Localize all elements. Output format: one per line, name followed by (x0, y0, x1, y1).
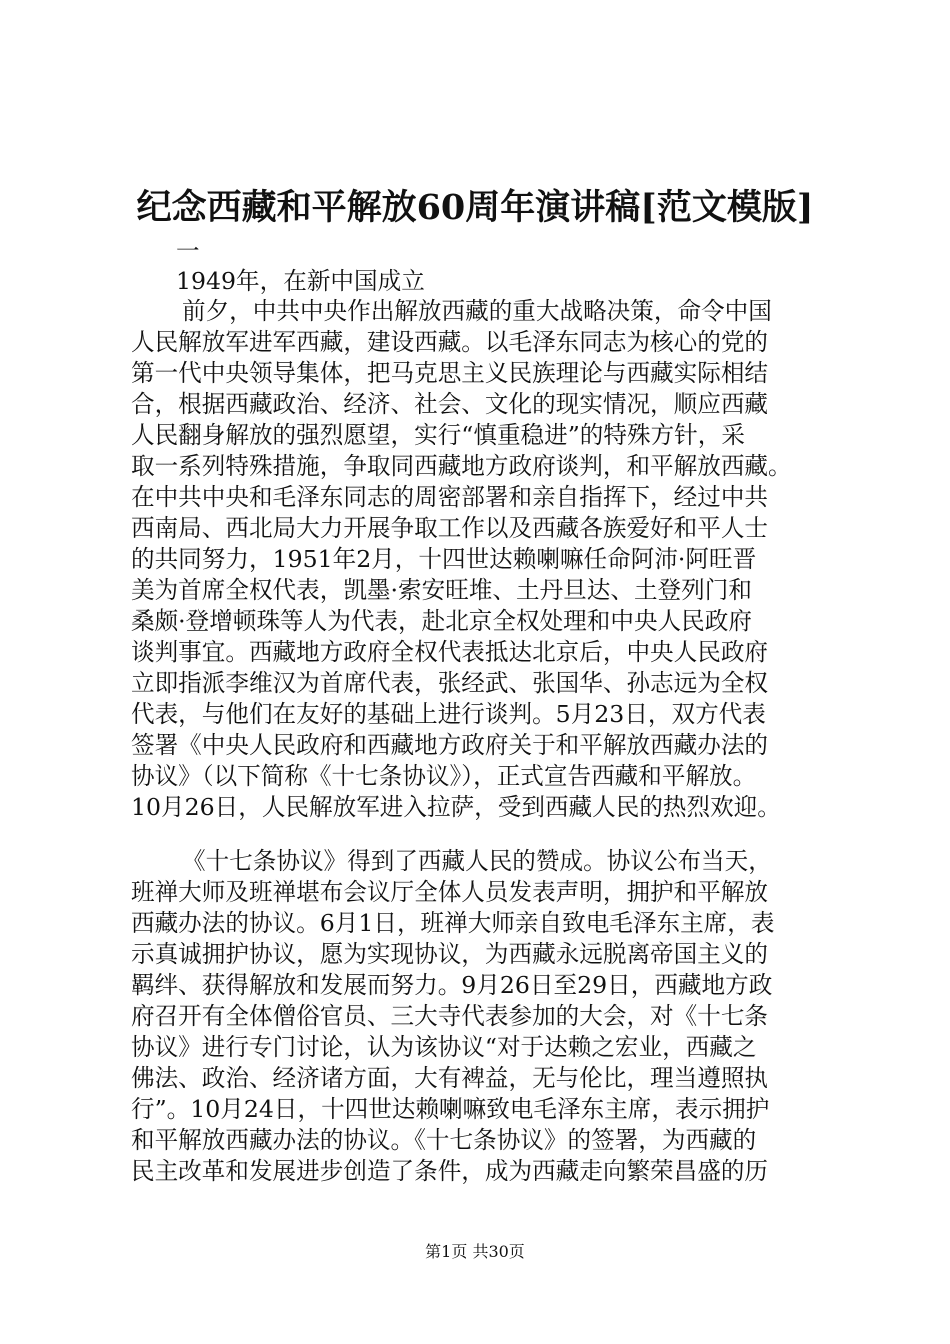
paragraph-line: 协议》进行专门讨论，认为该协议“对于达赖之宏业，西藏之 (131, 1033, 757, 1061)
paragraph-line: 《十七条协议》得到了西藏人民的赞成。协议公布当天， (182, 847, 772, 875)
paragraph-line: 前夕，中共中央作出解放西藏的重大战略决策，命令中国 (182, 297, 772, 325)
paragraph-line: 代表，与他们在友好的基础上进行谈判。5月23日，双方代表 (131, 700, 766, 728)
paragraph-line: 西南局、西北局大力开展争取工作以及西藏各族爱好和平人士 (131, 514, 769, 542)
paragraph-line: 西藏办法的协议。6月1日，班禅大师亲自致电毛泽东主席，表 (131, 909, 775, 937)
section-mark: 一 (176, 237, 200, 265)
paragraph-line: 示真诚拥护协议，愿为实现协议，为西藏永远脱离帝国主义的 (131, 940, 769, 968)
paragraph-line: 签署《中央人民政府和西藏地方政府关于和平解放西藏办法的 (131, 731, 769, 759)
paragraph-line: 第一代中央领导集体，把马克思主义民族理论与西藏实际相结 (131, 359, 769, 387)
paragraph-line: 立即指派李维汉为首席代表，张经武、张国华、孙志远为全权 (131, 669, 769, 697)
paragraph-line: 在中共中央和毛泽东同志的周密部署和亲自指挥下，经过中共 (131, 483, 769, 511)
paragraph-line: 和平解放西藏办法的协议。《十七条协议》的签署，为西藏的 (131, 1126, 757, 1154)
intro-line: 1949年，在新中国成立 (176, 267, 425, 295)
paragraph-line: 协议》（以下简称《十七条协议》），正式宣告西藏和平解放。 (131, 762, 757, 790)
paragraph-line: 合，根据西藏政治、经济、社会、文化的现实情况，顺应西藏 (131, 390, 769, 418)
page-number-footer: 第1页 共30页 (425, 1242, 525, 1261)
paragraph-line: 府召开有全体僧俗官员、三大寺代表参加的大会，对《十七条 (131, 1002, 769, 1030)
paragraph-line: 佛法、政治、经济诸方面，大有裨益，无与伦比，理当遵照执 (131, 1064, 769, 1092)
paragraph-line: 人民解放军进军西藏，建设西藏。以毛泽东同志为核心的党的 (131, 328, 769, 356)
paragraph-line: 的共同努力，1951年2月，十四世达赖喇嘛任命阿沛·阿旺晋 (131, 545, 757, 573)
paragraph-line: 行”。10月24日，十四世达赖喇嘛致电毛泽东主席，表示拥护 (131, 1095, 770, 1123)
paragraph-line: 美为首席全权代表，凯墨·索安旺堆、土丹旦达、土登列门和 (131, 576, 752, 604)
document-title: 纪念西藏和平解放60周年演讲稿[范文模版] (136, 187, 814, 228)
paragraph-line: 民主改革和发展进步创造了条件，成为西藏走向繁荣昌盛的历 (131, 1157, 769, 1185)
paragraph-line: 桑颇·登增顿珠等人为代表，赴北京全权处理和中央人民政府 (131, 607, 752, 635)
paragraph-line: 羁绊、获得解放和发展而努力。9月26日至29日，西藏地方政 (131, 971, 773, 999)
paragraph-line: 取一系列特殊措施，争取同西藏地方政府谈判，和平解放西藏。 (131, 452, 792, 480)
paragraph-line: 人民翻身解放的强烈愿望，实行“慎重稳进”的特殊方针，采 (131, 421, 745, 449)
paragraph-line: 10月26日，人民解放军进入拉萨，受到西藏人民的热烈欢迎。 (131, 793, 781, 821)
paragraph-line: 班禅大师及班禅堪布会议厅全体人员发表声明，拥护和平解放 (131, 878, 769, 906)
paragraph-line: 谈判事宜。西藏地方政府全权代表抵达北京后，中央人民政府 (131, 638, 769, 666)
